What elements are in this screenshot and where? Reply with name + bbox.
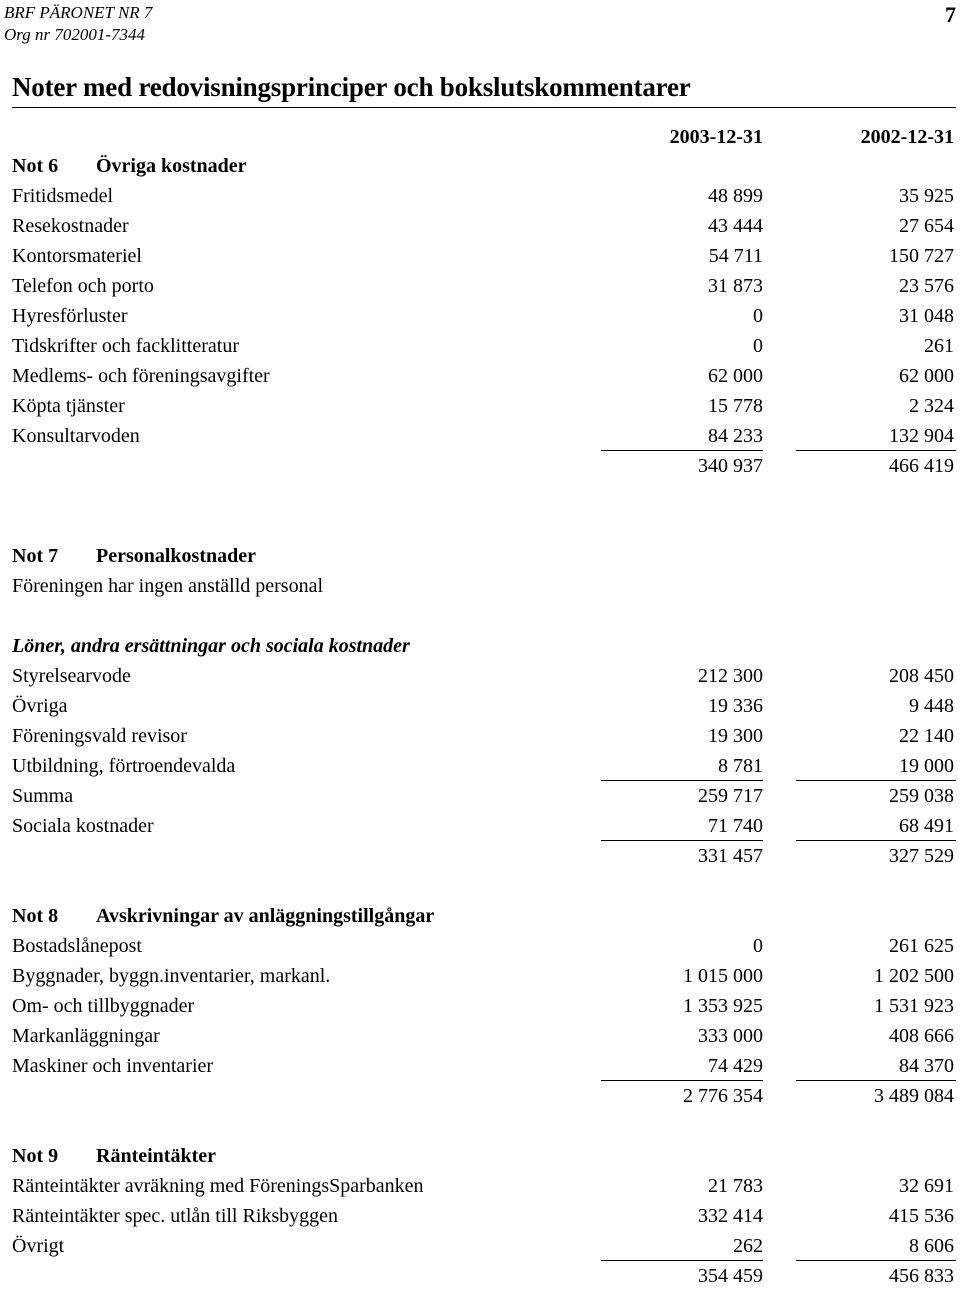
table-row (12, 241, 956, 271)
row-label: Bostadslånepost (12, 935, 142, 957)
value-2003: 21 783 (708, 1175, 763, 1197)
value-2002: 35 925 (899, 185, 954, 207)
total-2002: 466 419 (889, 455, 954, 477)
table-row (12, 781, 956, 811)
row-label: Fritidsmedel (12, 185, 114, 207)
total-2003: 354 459 (698, 1265, 763, 1287)
value-2003: 333 000 (698, 1025, 763, 1047)
value-2002: 261 625 (889, 935, 954, 957)
table-row (12, 691, 956, 721)
total-2002: 3 489 084 (874, 1085, 954, 1107)
value-2003: 48 899 (708, 185, 763, 207)
table-row (12, 811, 956, 841)
column-header-2003: 2003-12-31 (669, 126, 763, 148)
note7-subheading (12, 631, 956, 661)
value-2003: 54 711 (708, 245, 763, 267)
row-label: Tidskrifter och facklitteratur (12, 335, 239, 357)
note-number: Not 9 (12, 1145, 59, 1167)
value-2003: 0 (753, 305, 763, 327)
value-2003: 71 740 (708, 815, 763, 837)
note-title: Avskrivningar av anläggningstillgångar (96, 905, 435, 927)
value-2003: 1 015 000 (683, 965, 763, 987)
table-row (12, 301, 956, 331)
value-2002: 22 140 (899, 725, 954, 747)
value-2003: 1 353 925 (683, 995, 763, 1017)
value-2002: 208 450 (889, 665, 954, 687)
note-description: Föreningen har ingen anställd personal (12, 575, 324, 597)
row-label: Styrelsearvode (12, 665, 131, 687)
row-label: Kontorsmateriel (12, 245, 142, 267)
value-2002: 62 000 (899, 365, 954, 387)
table-row (12, 751, 956, 781)
note7-heading (12, 541, 956, 571)
table-row (12, 1231, 956, 1261)
row-label: Köpta tjänster (12, 395, 125, 417)
value-2002: 19 000 (899, 755, 954, 777)
table-row (12, 421, 956, 451)
table-row (12, 361, 956, 391)
value-2003: 84 233 (708, 425, 763, 447)
note7-text (12, 571, 956, 601)
total-row (12, 451, 956, 481)
value-2002: 415 536 (889, 1205, 954, 1227)
row-label: Sociala kostnader (12, 815, 154, 837)
value-2002: 8 606 (909, 1235, 954, 1257)
section-subheading: Löner, andra ersättningar och sociala kostnader (12, 635, 410, 657)
title-divider (12, 107, 956, 108)
column-headers (12, 122, 956, 152)
value-2003: 262 (733, 1235, 763, 1257)
row-label: Ränteintäkter avräkning med FöreningsSparbanken (12, 1175, 424, 1197)
document-header (4, 2, 152, 46)
row-label: Summa (12, 785, 74, 807)
value-2003: 31 873 (708, 275, 763, 297)
value-2002: 23 576 (899, 275, 954, 297)
value-2003: 332 414 (698, 1205, 763, 1227)
page-number: 7 (945, 2, 956, 27)
total-row (12, 1261, 956, 1291)
table-row (12, 721, 956, 751)
table-row (12, 1171, 956, 1201)
value-2002: 150 727 (889, 245, 954, 267)
note9-heading (12, 1141, 956, 1171)
value-2003: 62 000 (708, 365, 763, 387)
value-2002: 31 048 (899, 305, 954, 327)
total-2003: 331 457 (698, 845, 763, 867)
row-label: Föreningsvald revisor (12, 725, 187, 747)
org-number: Org nr 702001-7344 (4, 25, 146, 44)
row-label: Telefon och porto (12, 275, 154, 297)
table-row (12, 1021, 956, 1051)
total-row (12, 1081, 956, 1111)
value-2002: 1 531 923 (874, 995, 954, 1017)
value-2003: 259 717 (698, 785, 763, 807)
page-title: Noter med redovisningsprinciper och bokslutskommentarer (12, 72, 691, 102)
value-2002: 132 904 (889, 425, 954, 447)
total-row (12, 841, 956, 871)
value-2003: 19 300 (708, 725, 763, 747)
table-row (12, 931, 956, 961)
total-2002: 327 529 (889, 845, 954, 867)
row-label: Markanläggningar (12, 1025, 160, 1047)
value-2003: 212 300 (698, 665, 763, 687)
table-row (12, 211, 956, 241)
value-2002: 261 (924, 335, 954, 357)
table-row (12, 1201, 956, 1231)
row-label: Utbildning, förtroendevalda (12, 755, 236, 777)
note-number: Not 7 (12, 545, 59, 567)
row-label: Byggnader, byggn.inventarier, markanl. (12, 965, 331, 987)
row-label: Medlems- och föreningsavgifter (12, 365, 270, 387)
row-label: Resekostnader (12, 215, 129, 237)
note-title: Ränteintäkter (96, 1145, 216, 1167)
value-2002: 84 370 (899, 1055, 954, 1077)
table-row (12, 271, 956, 301)
note-number: Not 8 (12, 905, 59, 927)
note8-heading (12, 901, 956, 931)
row-label: Konsultarvoden (12, 425, 140, 447)
value-2003: 15 778 (708, 395, 763, 417)
row-label: Om- och tillbyggnader (12, 995, 195, 1017)
total-2002: 456 833 (889, 1265, 954, 1287)
table-row (12, 661, 956, 691)
row-label: Ränteintäkter spec. utlån till Riksbyggen (12, 1205, 339, 1227)
table-row (12, 391, 956, 421)
note-title: Övriga kostnader (96, 155, 247, 177)
value-2002: 68 491 (899, 815, 954, 837)
value-2002: 1 202 500 (874, 965, 954, 987)
row-label: Hyresförluster (12, 305, 128, 327)
column-header-2002: 2002-12-31 (860, 126, 954, 148)
value-2002: 2 324 (909, 395, 954, 417)
value-2003: 43 444 (708, 215, 763, 237)
note-title: Personalkostnader (96, 545, 256, 567)
value-2002: 9 448 (909, 695, 954, 717)
value-2003: 19 336 (708, 695, 763, 717)
table-row (12, 961, 956, 991)
table-row (12, 1051, 956, 1081)
total-2003: 340 937 (698, 455, 763, 477)
table-row (12, 181, 956, 211)
value-2002: 32 691 (899, 1175, 954, 1197)
value-2002: 27 654 (899, 215, 954, 237)
value-2003: 0 (753, 935, 763, 957)
total-2003: 2 776 354 (683, 1085, 763, 1107)
value-2002: 259 038 (889, 785, 954, 807)
note6-heading (12, 151, 956, 181)
value-2003: 8 781 (718, 755, 763, 777)
value-2003: 74 429 (708, 1055, 763, 1077)
value-2002: 408 666 (889, 1025, 954, 1047)
row-label: Maskiner och inventarier (12, 1055, 214, 1077)
table-row (12, 991, 956, 1021)
value-2003: 0 (753, 335, 763, 357)
org-name: BRF PÄRONET NR 7 (4, 3, 153, 22)
row-label: Övriga (12, 695, 68, 717)
row-label: Övrigt (12, 1235, 65, 1257)
table-row (12, 331, 956, 361)
note-number: Not 6 (12, 155, 59, 177)
